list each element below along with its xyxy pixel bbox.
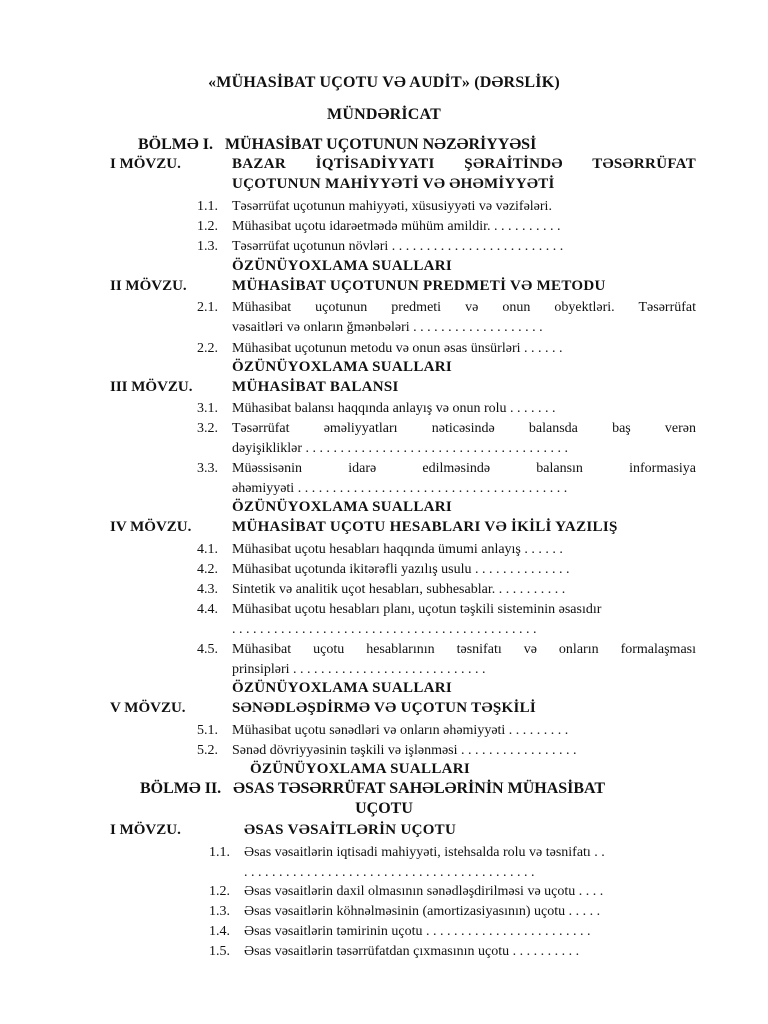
entry-text: Təsərrüfat uçotunun növləri . . . . . . . . . . . . . . . . . . . . . . . . . — [232, 239, 564, 254]
entry-number: 3.2. — [197, 421, 218, 436]
entry-text: Sintetik və analitik uçot hesabları, subhesablar. . . . . . . . . . . — [232, 582, 566, 597]
section-2-title-line2: UÇOTU — [355, 800, 413, 817]
entry-text-line1: Mühasibat uçotunun predmeti və onun obyektləri. Təsərrüfat — [232, 300, 696, 315]
entry-number: 4.2. — [197, 562, 218, 577]
self-check-questions: ÖZÜNÜYOXLAMA SUALLARI — [250, 761, 471, 777]
entry-number: 4.1. — [197, 542, 218, 557]
topic-6-title: ƏSAS VƏSAİTLƏRİN UÇOTU — [244, 822, 457, 838]
entry-text-line1: Mühasibat uçotu hesabları planı, uçotun təşkili sisteminin əsasıdır — [232, 602, 602, 617]
entry-text-line2: . . . . . . . . . . . . . . . . . . . . . . . . . . . . . . . . . . . . . . . . . . — [244, 865, 535, 880]
self-check-questions: ÖZÜNÜYOXLAMA SUALLARI — [232, 499, 453, 515]
topic-5-title: SƏNƏDLƏŞDİRMƏ VƏ UÇOTUN TƏŞKİLİ — [232, 700, 537, 716]
topic-1-label: I MÖVZU. — [110, 156, 181, 172]
entry-number: 2.2. — [197, 341, 218, 356]
topic-3-title: MÜHASİBAT BALANSI — [232, 379, 399, 395]
entry-number: 1.3. — [197, 239, 218, 254]
topic-6-label: I MÖVZU. — [110, 822, 181, 838]
entry-number: 1.1. — [197, 199, 218, 214]
entry-text: Mühasibat uçotu idarəetmədə mühüm amildir. . . . . . . . . . . — [232, 219, 561, 234]
entry-text-line1: Təsərrüfat əməliyyatları nəticəsində balansda baş verən — [232, 421, 696, 436]
document-title: «MÜHASİBAT UÇOTU VƏ AUDİT» (DƏRSLİK) — [208, 74, 560, 91]
section-1-title: MÜHASİBAT UÇOTUNUN NƏZƏRİYYƏSİ — [224, 136, 537, 153]
entry-text-line1: Əsas vəsaitlərin iqtisadi mahiyyəti, istehsalda rolu və təsnifatı . . — [244, 845, 605, 860]
self-check-questions: ÖZÜNÜYOXLAMA SUALLARI — [232, 359, 453, 375]
topic-5-label: V MÖVZU. — [110, 700, 186, 716]
entry-number: 1.3. — [209, 904, 230, 919]
topic-4-label: IV MÖVZU. — [110, 519, 192, 535]
topic-1-title-line2: UÇOTUNUN MAHİYYƏTİ VƏ ƏHƏMİYYƏTİ — [232, 176, 555, 192]
section-1-label: BÖLMƏ I. — [138, 136, 213, 153]
entry-text: Mühasibat uçotu sənədləri və onların əhəmiyyəti . . . . . . . . . — [232, 723, 569, 738]
entry-number: 1.2. — [209, 884, 230, 899]
section-1-heading — [138, 136, 536, 154]
entry-text: Əsas vəsaitlərin daxil olmasının sənədləşdirilməsi və uçotu . . . . — [244, 884, 604, 899]
entry-number: 4.5. — [197, 642, 218, 657]
self-check-questions: ÖZÜNÜYOXLAMA SUALLARI — [232, 258, 453, 274]
topic-4-title: MÜHASİBAT UÇOTU HESABLARI VƏ İKİLİ YAZILIŞ — [232, 519, 618, 535]
entry-text: Əsas vəsaitlərin təmirinin uçotu . . . . . . . . . . . . . . . . . . . . . . . . — [244, 924, 591, 939]
entry-text-line1: Mühasibat uçotu hesablarının təsnifatı və onların formalaşması — [232, 642, 696, 657]
section-2-label: BÖLMƏ II. — [140, 780, 222, 797]
topic-2-label: II MÖVZU. — [110, 278, 187, 294]
section-2-title-line1: ƏSAS TƏSƏRRÜFAT SAHƏLƏRİNİN MÜHASİBAT — [233, 780, 606, 797]
entry-number: 1.5. — [209, 944, 230, 959]
topic-3-label: III MÖVZU. — [110, 379, 193, 395]
topic-1-title-line1: BAZAR İQTİSADİYYATI ŞƏRAİTİNDƏ TƏSƏRRÜFAT — [232, 156, 696, 172]
entry-text: Mühasibat uçotu hesabları haqqında ümumi anlayış . . . . . . — [232, 542, 563, 557]
entry-text: Əsas vəsaitlərin köhnəlməsinin (amortizasiyasının) uçotu . . . . . — [244, 904, 601, 919]
entry-number: 2.1. — [197, 300, 218, 315]
entry-text-line2: . . . . . . . . . . . . . . . . . . . . . . . . . . . . . . . . . . . . . . . . . . . . — [232, 622, 537, 637]
topic-2-title: MÜHASİBAT UÇOTUNUN PREDMETİ VƏ METODU — [232, 278, 606, 294]
entry-text: Mühasibat uçotunda ikitərəfli yazılış usulu . . . . . . . . . . . . . . — [232, 562, 570, 577]
entry-text-line1: Müəssisənin idarə edilməsində balansın informasiya — [232, 461, 696, 476]
entry-text-line2: prinsipləri . . . . . . . . . . . . . . . . . . . . . . . . . . . . — [232, 662, 486, 677]
entry-number: 4.4. — [197, 602, 218, 617]
entry-number: 5.1. — [197, 723, 218, 738]
self-check-questions: ÖZÜNÜYOXLAMA SUALLARI — [232, 680, 453, 696]
entry-number: 1.4. — [209, 924, 230, 939]
entry-text: Mühasibat balansı haqqında anlayış və onun rolu . . . . . . . — [232, 401, 556, 416]
entry-text: Sənəd dövriyyəsinin təşkili və işlənməsi . . . . . . . . . . . . . . . . . — [232, 743, 577, 758]
contents-heading: MÜNDƏRİCAT — [327, 106, 441, 123]
entry-number: 1.2. — [197, 219, 218, 234]
entry-number: 3.3. — [197, 461, 218, 476]
entry-text-line2: vəsaitləri və onların ğmənbələri . . . . . . . . . . . . . . . . . . . — [232, 320, 543, 335]
entry-text: Təsərrüfat uçotunun mahiyyəti, xüsusiyyəti və vəzifələri. — [232, 199, 552, 214]
entry-text-line2: dəyişikliklər . . . . . . . . . . . . . . . . . . . . . . . . . . . . . . . . . . . . . . — [232, 441, 568, 456]
section-2-heading — [140, 780, 605, 798]
entry-number: 3.1. — [197, 401, 218, 416]
entry-text: Əsas vəsaitlərin təsərrüfatdan çıxmasının uçotu . . . . . . . . . . — [244, 944, 580, 959]
entry-number: 4.3. — [197, 582, 218, 597]
entry-text-line2: əhəmiyyəti . . . . . . . . . . . . . . . . . . . . . . . . . . . . . . . . . . . . . . . — [232, 481, 568, 496]
entry-number: 1.1. — [209, 845, 230, 860]
entry-text: Mühasibat uçotunun metodu və onun əsas ünsürləri . . . . . . — [232, 341, 563, 356]
entry-number: 5.2. — [197, 743, 218, 758]
